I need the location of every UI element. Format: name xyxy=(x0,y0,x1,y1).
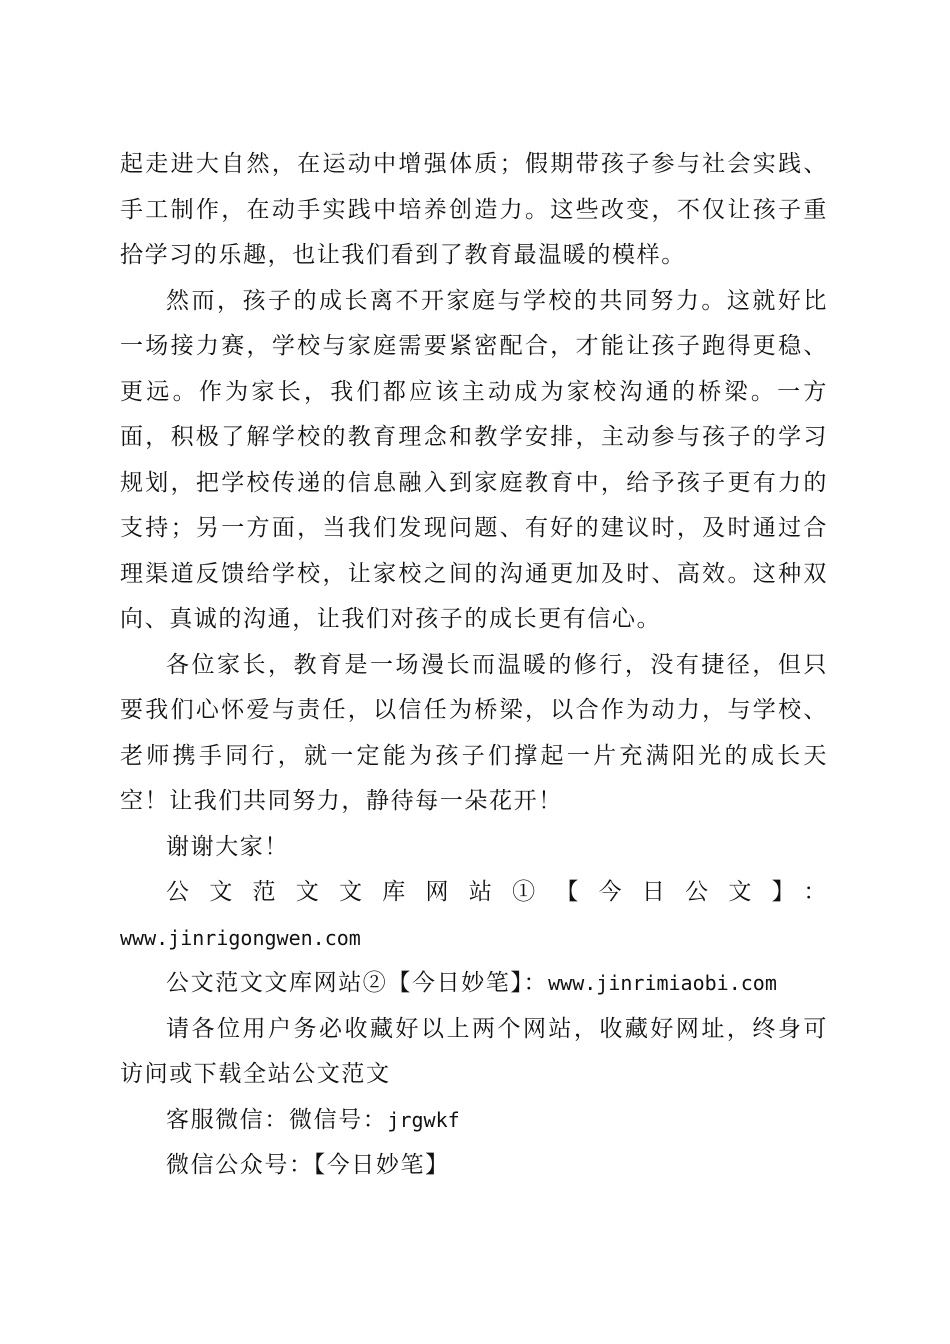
footer-official-account: 微信公众号：【今日妙笔】 xyxy=(166,1152,450,1178)
footer-site1-url xyxy=(120,916,828,962)
footer-customer-service xyxy=(120,1098,828,1144)
paragraph-thanks: 谢谢大家！ xyxy=(166,833,289,860)
paragraph-activities: 起走进大自然，在运动中增强体质；假期带孩子参与社会实践、手工制作，在动手实践中培养创造力。这些改变，不仅让孩子重拾学习的乐趣，也让我们看到了教育最温暖的模样。 xyxy=(120,151,828,268)
service-label: 客服微信：微信号： xyxy=(166,1106,388,1133)
site2-label: 公文范文文库网站②【今日妙笔】： xyxy=(166,970,549,996)
site2-url-link[interactable]: www.jinrimiaobi.com xyxy=(548,971,777,995)
footer-notice: 请各位用户务必收藏好以上两个网站，收藏好网址，终身可访问或下载全站公文范文 xyxy=(120,1015,828,1087)
service-wechat-id: jrgwkf xyxy=(387,1107,460,1132)
site1-url-link[interactable]: www.jinrigongwen.com xyxy=(120,925,361,950)
footer-site1-label: 公文范文文库网站①【今日公文】： xyxy=(166,879,828,905)
paragraph-closing: 各位家长，教育是一场漫长而温暖的修行，没有捷径，但只要我们心怀爱与责任，以信任为桥梁，以合作为动力，与学校、老师携手同行，就一定能为孩子们撑起一片充满阳光的成长天空！让我们共同努力，静待每一朵花开！ xyxy=(120,651,828,814)
paragraph-home-school-cooperation: 然而，孩子的成长离不开家庭与学校的共同努力。这就好比一场接力赛，学校与家庭需要紧密配合，才能让孩子跑得更稳、更远。作为家长，我们都应该主动成为家校沟通的桥梁。一方面，积极了解学校的教育理念和教学安排，主动参与孩子的学习规划，把学校传递的信息融入到家庭教育中，给予孩子更有力的支持；另一方面，当我们发现问题、有好的建议时，及时通过合理渠道反馈给学校，让家校之间的沟通更加及时、高效。这种双向、真诚的沟通，让我们对孩子的成长更有信心。 xyxy=(120,287,828,632)
footer-site2 xyxy=(120,961,828,1007)
document-body xyxy=(120,142,828,1189)
